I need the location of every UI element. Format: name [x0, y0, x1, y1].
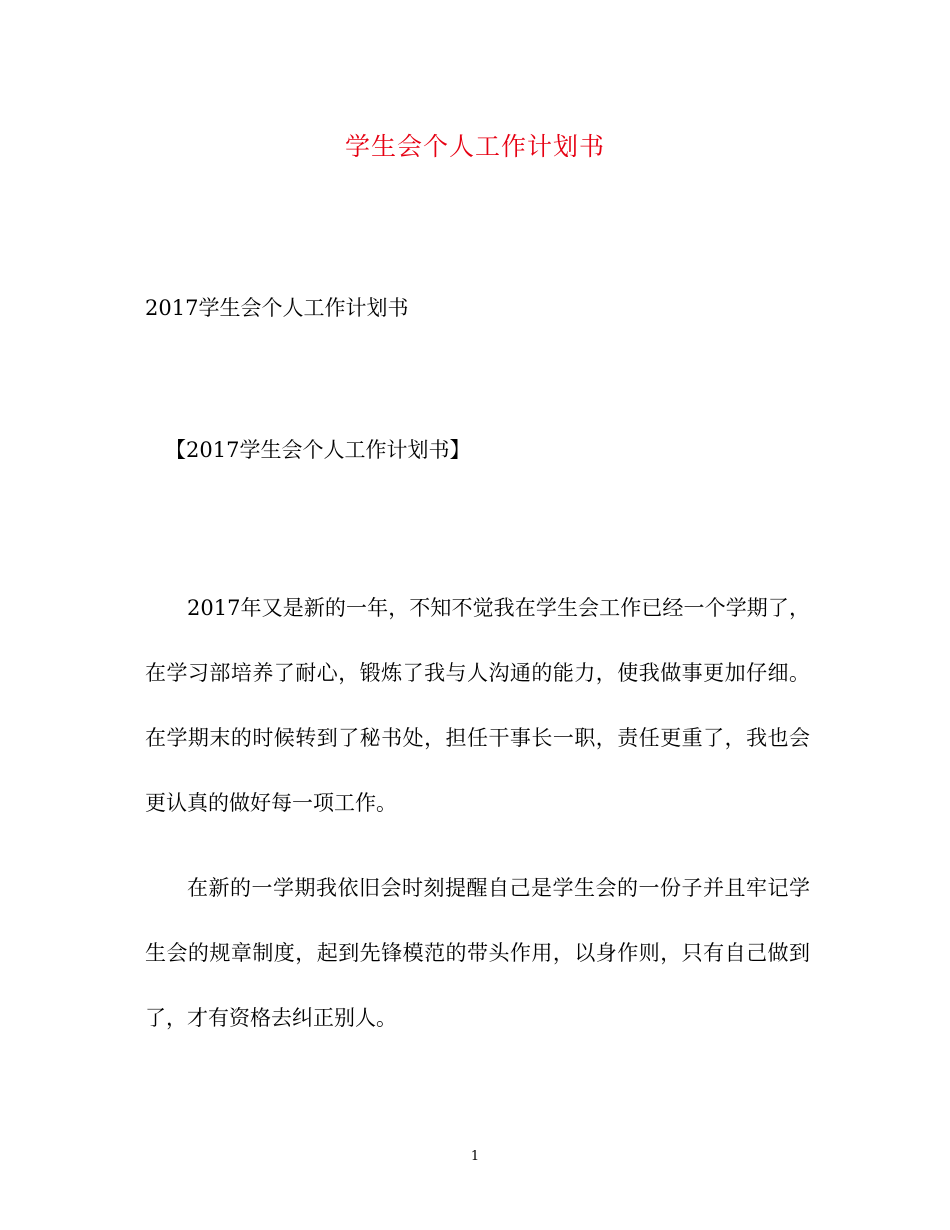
document-subtitle: 2017学生会个人工作计划书 [145, 296, 409, 320]
page-number: 1 [470, 1149, 480, 1164]
body-paragraph: 2017年又是新的一年，不知不觉我在学生会工作已经一个学期了，在学习部培养了耐心，锻炼了我与人沟通的能力，使我做事更加仔细。在学期末的时候转到了秘书处，担任干事长一职，责任更重了，我也会更认真的做好每一项工作。 [145, 596, 810, 815]
document-title: 学生会个人工作计划书 [344, 132, 605, 161]
bracket-heading: 【2017学生会个人工作计划书】 [165, 438, 471, 462]
body-paragraph: 在新的一学期我依旧会时刻提醒自己是学生会的一份子并且牢记学生会的规章制度，起到先锋模范的带头作用，以身作则，只有自己做到了，才有资格去纠正别人。 [145, 876, 810, 1030]
